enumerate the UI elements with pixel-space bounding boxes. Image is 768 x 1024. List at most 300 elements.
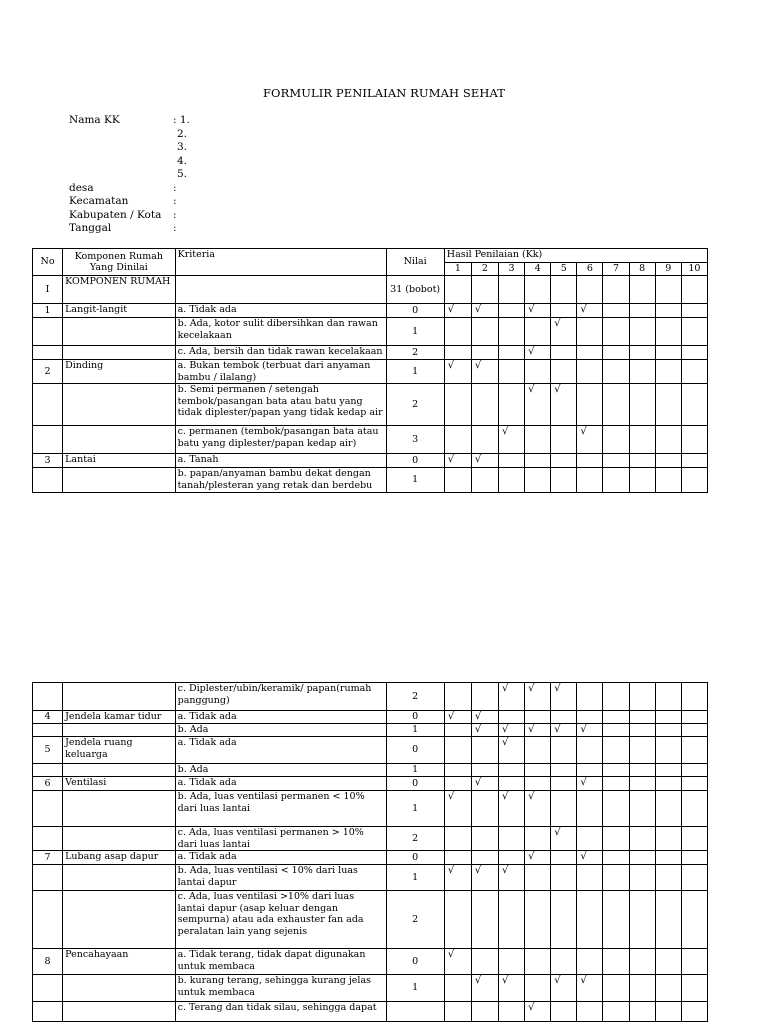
kk-10-cell[interactable]	[681, 949, 707, 975]
kk-4-cell[interactable]	[525, 827, 551, 851]
kk-7-cell[interactable]	[603, 711, 629, 724]
kk-9-cell[interactable]	[655, 764, 681, 777]
kk-9-cell[interactable]	[655, 360, 681, 384]
kk-4-cell[interactable]	[525, 711, 551, 724]
kk-3-cell[interactable]	[499, 468, 525, 493]
kk-7-cell[interactable]	[603, 737, 629, 764]
check-mark-icon: √	[528, 1002, 535, 1013]
row-number	[33, 426, 63, 454]
kk-5-cell[interactable]	[551, 454, 577, 468]
kk-7-cell[interactable]	[603, 1002, 629, 1022]
kk-8-cell[interactable]	[629, 318, 655, 346]
kk-8-cell[interactable]	[629, 711, 655, 724]
kk-2-cell[interactable]	[471, 891, 498, 949]
check-mark-icon: √	[580, 777, 587, 788]
kk-3-cell[interactable]	[499, 737, 525, 764]
kk-4-cell[interactable]	[525, 454, 551, 468]
kk-7-cell[interactable]	[603, 384, 629, 426]
field-tanggal	[69, 222, 190, 236]
kk-4-cell[interactable]	[525, 683, 551, 711]
kk-8-cell[interactable]	[629, 891, 655, 949]
section-row	[33, 276, 708, 304]
row-komponen	[63, 384, 175, 426]
kk-10-cell[interactable]	[681, 346, 707, 360]
kk-7-cell[interactable]	[603, 777, 629, 791]
kk-column-header: 9	[655, 263, 681, 276]
kk-6-cell[interactable]	[577, 683, 603, 711]
row-nilai: 2	[386, 827, 444, 851]
kk-3-cell[interactable]	[499, 865, 525, 891]
kk-10-cell[interactable]	[681, 827, 707, 851]
kk-1-cell[interactable]	[444, 318, 471, 346]
kk-9-cell[interactable]	[655, 1002, 681, 1022]
kk-1-cell[interactable]	[444, 949, 471, 975]
kk-1-cell[interactable]	[444, 454, 471, 468]
check-mark-icon: √	[474, 865, 482, 876]
kk-10-cell[interactable]	[681, 764, 707, 777]
kk-9-cell[interactable]	[655, 777, 681, 791]
row-nilai: 0	[386, 304, 444, 318]
kk-8-cell[interactable]	[629, 851, 655, 865]
kk-4-cell[interactable]	[525, 737, 551, 764]
row-nilai: 1	[386, 975, 444, 1002]
row-komponen	[63, 426, 175, 454]
kk-8-cell[interactable]	[629, 468, 655, 493]
kk-2-cell[interactable]	[471, 737, 498, 764]
kk-4-cell[interactable]	[525, 865, 551, 891]
kk-6-cell[interactable]	[577, 764, 603, 777]
check-mark-icon: √	[502, 865, 509, 876]
header-hasil: Hasil Penilaian (Kk)	[444, 249, 707, 263]
kk-2-cell[interactable]	[471, 426, 498, 454]
kk-7-cell[interactable]	[603, 468, 629, 493]
kk-5-cell[interactable]	[551, 791, 577, 827]
kk-3-cell[interactable]	[499, 346, 525, 360]
kk-5-cell[interactable]	[551, 777, 577, 791]
field-label: Nama KK	[69, 114, 120, 126]
kk-1-cell[interactable]	[444, 683, 471, 711]
kk-6-cell[interactable]	[577, 304, 603, 318]
kk-1-cell[interactable]	[444, 711, 471, 724]
kk-7-cell[interactable]	[603, 827, 629, 851]
kk-6-cell[interactable]	[577, 318, 603, 346]
row-number	[33, 1002, 63, 1022]
table-row	[33, 724, 708, 737]
kk-10-cell[interactable]	[681, 737, 707, 764]
kk-2-cell[interactable]	[471, 949, 498, 975]
kk-9-cell[interactable]	[655, 975, 681, 1002]
kk-5-cell[interactable]	[551, 384, 577, 426]
row-nilai: 0	[386, 454, 444, 468]
table-row	[33, 1002, 708, 1022]
table-row	[33, 454, 708, 468]
row-komponen	[63, 724, 176, 737]
kk-10-cell[interactable]	[681, 791, 707, 827]
field-label: Kecamatan	[69, 195, 129, 207]
section-komponen: KOMPONEN RUMAH	[63, 276, 175, 304]
kk-2-cell[interactable]	[471, 975, 498, 1002]
header-kriteria: Kriteria	[175, 249, 386, 276]
kk-7-cell[interactable]	[603, 318, 629, 346]
kk-6-cell[interactable]	[577, 384, 603, 426]
kk-10-cell[interactable]	[681, 711, 707, 724]
kk-5-cell[interactable]	[551, 827, 577, 851]
kk-9-cell[interactable]	[655, 304, 681, 318]
kk-3-cell[interactable]	[499, 360, 525, 384]
kk-10-cell[interactable]	[681, 975, 707, 1002]
kk-8-cell[interactable]	[629, 454, 655, 468]
kk-7-cell[interactable]	[603, 891, 629, 949]
kk-9-cell[interactable]	[655, 737, 681, 764]
kk-8-cell[interactable]	[629, 975, 655, 1002]
kk-7-cell[interactable]	[603, 865, 629, 891]
row-number: 7	[33, 851, 63, 865]
kk-7-cell[interactable]	[603, 724, 629, 737]
kk-10-cell[interactable]	[681, 304, 707, 318]
kk-column-header: 4	[525, 263, 551, 276]
kk-4-cell[interactable]	[525, 360, 551, 384]
kk-10-cell[interactable]	[681, 777, 707, 791]
kk-5-cell[interactable]	[551, 724, 577, 737]
kk-6-cell[interactable]	[577, 711, 603, 724]
kk-9-cell[interactable]	[655, 891, 681, 949]
kk-5-cell[interactable]	[551, 1002, 577, 1022]
kk-3-cell[interactable]	[499, 777, 525, 791]
kk-6-cell[interactable]	[577, 891, 603, 949]
kk-1-cell[interactable]	[444, 304, 471, 318]
kk-1-cell[interactable]	[444, 891, 471, 949]
kk-3-cell[interactable]	[499, 975, 525, 1002]
kk-3-cell[interactable]	[499, 711, 525, 724]
kk-3-cell[interactable]	[499, 384, 525, 426]
kk-3-cell[interactable]	[499, 1002, 525, 1022]
table-row	[33, 426, 708, 454]
row-nilai	[386, 1002, 444, 1022]
kk-3-cell[interactable]	[499, 683, 525, 711]
kk-7-cell[interactable]	[603, 426, 629, 454]
kk-8-cell[interactable]	[629, 346, 655, 360]
row-nilai: 2	[386, 346, 444, 360]
kk-column-header: 3	[499, 263, 525, 276]
kk-9-cell[interactable]	[655, 426, 681, 454]
kk-9-cell[interactable]	[655, 468, 681, 493]
row-komponen: Lubang asap dapur	[63, 851, 176, 865]
kk-10-cell[interactable]	[681, 384, 707, 426]
kk-4-cell[interactable]	[525, 851, 551, 865]
kk-10-cell[interactable]	[681, 865, 707, 891]
kk-2-cell[interactable]	[471, 764, 498, 777]
kk-4-cell[interactable]	[525, 777, 551, 791]
check-mark-icon: √	[474, 454, 482, 465]
header-komponen: Komponen Rumah Yang Dinilai	[63, 249, 175, 276]
kk-10-cell[interactable]	[681, 683, 707, 711]
kk-4-cell[interactable]	[525, 975, 551, 1002]
kk-6-cell[interactable]	[577, 865, 603, 891]
kk-7-cell[interactable]	[603, 683, 629, 711]
kk-2-cell[interactable]	[471, 468, 498, 493]
kk-5-cell[interactable]	[551, 346, 577, 360]
kk-4-cell[interactable]	[525, 426, 551, 454]
kk-8-cell[interactable]	[629, 683, 655, 711]
kk-7-cell[interactable]	[603, 764, 629, 777]
kk-1-cell[interactable]	[444, 1002, 471, 1022]
kk-4-cell[interactable]	[525, 1002, 551, 1022]
kk-7-cell[interactable]	[603, 791, 629, 827]
kk-7-cell[interactable]	[603, 975, 629, 1002]
kk-1-cell[interactable]	[444, 764, 471, 777]
check-mark-icon: √	[580, 975, 587, 986]
row-komponen: Jendela kamar tidur	[63, 711, 176, 724]
kk-2-cell[interactable]	[471, 777, 498, 791]
kk-column-header: 10	[681, 263, 707, 276]
kk-2-cell[interactable]	[471, 711, 498, 724]
kk-4-cell[interactable]	[525, 318, 551, 346]
row-nilai: 2	[386, 683, 444, 711]
kk-6-cell[interactable]	[577, 346, 603, 360]
check-mark-icon: √	[528, 346, 535, 357]
kk-5-cell[interactable]	[551, 468, 577, 493]
table-row	[33, 764, 708, 777]
kk-5-cell[interactable]	[551, 426, 577, 454]
kk-4-cell[interactable]	[525, 468, 551, 493]
kk-2-cell[interactable]	[471, 1002, 498, 1022]
kk-5-cell[interactable]	[551, 711, 577, 724]
kk-3-cell[interactable]	[499, 851, 525, 865]
kk-2-cell[interactable]	[471, 318, 498, 346]
kk-1-cell[interactable]	[444, 346, 471, 360]
kk-9-cell[interactable]	[655, 711, 681, 724]
kk-8-cell[interactable]	[629, 360, 655, 384]
row-nilai: 0	[386, 949, 444, 975]
kk-3-cell[interactable]	[499, 891, 525, 949]
kk-1-cell[interactable]	[444, 468, 471, 493]
kk-5-cell[interactable]	[551, 865, 577, 891]
kk-6-cell[interactable]	[577, 827, 603, 851]
kk-2-cell[interactable]	[471, 454, 498, 468]
kk-10-cell[interactable]	[681, 426, 707, 454]
kk-9-cell[interactable]	[655, 346, 681, 360]
kk-6-cell[interactable]	[577, 975, 603, 1002]
kk-2-cell[interactable]	[471, 304, 498, 318]
kk-5-cell[interactable]	[551, 949, 577, 975]
kk-9-cell[interactable]	[655, 318, 681, 346]
kk-1-cell[interactable]	[444, 851, 471, 865]
kk-4-cell[interactable]	[525, 346, 551, 360]
kk-6-cell[interactable]	[577, 454, 603, 468]
kk-8-cell[interactable]	[629, 426, 655, 454]
row-number	[33, 865, 63, 891]
kk-9-cell[interactable]	[655, 791, 681, 827]
kk-6-cell[interactable]	[577, 360, 603, 384]
row-nilai: 2	[386, 891, 444, 949]
kk-3-cell[interactable]	[499, 827, 525, 851]
kk-8-cell[interactable]	[629, 384, 655, 426]
row-number	[33, 683, 63, 711]
kk-8-cell[interactable]	[629, 827, 655, 851]
kk-10-cell[interactable]	[681, 468, 707, 493]
row-nilai: 1	[386, 764, 444, 777]
kk-10-cell[interactable]	[681, 360, 707, 384]
kk-3-cell[interactable]	[499, 949, 525, 975]
kk-9-cell[interactable]	[655, 827, 681, 851]
kk-10-cell[interactable]	[681, 891, 707, 949]
kk-2-cell[interactable]	[471, 865, 498, 891]
kk-5-cell[interactable]	[551, 737, 577, 764]
row-nilai: 0	[386, 737, 444, 764]
kk-3-cell[interactable]	[499, 724, 525, 737]
row-kriteria: b. papan/anyaman bambu dekat dengan tanah/plesteran yang retak dan berdebu	[175, 468, 386, 493]
kk-4-cell[interactable]	[525, 304, 551, 318]
kk-6-cell[interactable]	[577, 777, 603, 791]
kk-8-cell[interactable]	[629, 724, 655, 737]
kk-10-cell[interactable]	[681, 1002, 707, 1022]
kk-1-cell[interactable]	[444, 360, 471, 384]
kk-4-cell[interactable]	[525, 891, 551, 949]
kk-3-cell[interactable]	[499, 454, 525, 468]
row-number	[33, 975, 63, 1002]
check-mark-icon: √	[447, 454, 455, 465]
kk-4-cell[interactable]	[525, 791, 551, 827]
row-kriteria: c. Ada, luas ventilasi >10% dari luas lantai dapur (asap keluar dengan sempurna) atau ada exhauster fan ada peralatan lain yang sejenis	[175, 891, 386, 949]
field-label: desa	[69, 181, 94, 194]
field-kecamatan	[69, 195, 190, 209]
row-kriteria: a. Tidak ada	[175, 737, 386, 764]
kk-8-cell[interactable]	[629, 777, 655, 791]
kk-9-cell[interactable]	[655, 724, 681, 737]
kk-4-cell[interactable]	[525, 764, 551, 777]
row-kriteria: b. Ada, kotor sulit dibersihkan dan rawan kecelakaan	[175, 318, 386, 346]
kk-5-cell[interactable]	[551, 891, 577, 949]
kk-6-cell[interactable]	[577, 468, 603, 493]
kk-8-cell[interactable]	[629, 764, 655, 777]
kk-7-cell[interactable]	[603, 304, 629, 318]
kk-8-cell[interactable]	[629, 791, 655, 827]
kk-7-cell[interactable]	[603, 851, 629, 865]
kk-10-cell[interactable]	[681, 851, 707, 865]
kk-5-cell[interactable]	[551, 764, 577, 777]
check-mark-icon: √	[447, 865, 455, 876]
kk-2-cell[interactable]	[471, 346, 498, 360]
kk-3-cell[interactable]	[499, 791, 525, 827]
check-mark-icon: √	[474, 975, 482, 986]
kk-2-cell[interactable]	[471, 791, 498, 827]
check-mark-icon: √	[554, 975, 561, 986]
header-fields	[69, 114, 190, 236]
check-mark-icon: √	[502, 683, 509, 694]
kk-1-cell[interactable]	[444, 827, 471, 851]
kk-4-cell[interactable]	[525, 384, 551, 426]
kk-5-cell[interactable]	[551, 360, 577, 384]
section-no: I	[33, 276, 63, 304]
row-kriteria: a. Tidak ada	[175, 304, 386, 318]
kk-2-cell[interactable]	[471, 683, 498, 711]
kk-8-cell[interactable]	[629, 949, 655, 975]
row-kriteria: c. Terang dan tidak silau, sehingga dapat	[175, 1002, 386, 1022]
kk-3-cell[interactable]	[499, 426, 525, 454]
check-mark-icon: √	[580, 304, 587, 315]
kk-7-cell[interactable]	[603, 454, 629, 468]
row-number	[33, 346, 63, 360]
kk-9-cell[interactable]	[655, 865, 681, 891]
table-row	[33, 468, 708, 493]
kk-5-cell[interactable]	[551, 318, 577, 346]
field-value: :	[173, 222, 177, 234]
kk-8-cell[interactable]	[629, 1002, 655, 1022]
kk-9-cell[interactable]	[655, 384, 681, 426]
kk-6-cell[interactable]	[577, 851, 603, 865]
table-row	[33, 827, 708, 851]
kk-8-cell[interactable]	[629, 865, 655, 891]
row-number	[33, 791, 63, 827]
kk-2-cell[interactable]	[471, 360, 498, 384]
kk-9-cell[interactable]	[655, 851, 681, 865]
kk-8-cell[interactable]	[629, 304, 655, 318]
kk-3-cell[interactable]	[499, 304, 525, 318]
kk-6-cell[interactable]	[577, 426, 603, 454]
kk-4-cell[interactable]	[525, 724, 551, 737]
kk-5-cell[interactable]	[551, 683, 577, 711]
row-nilai: 3	[386, 426, 444, 454]
check-mark-icon: √	[554, 318, 561, 329]
kk-2-cell[interactable]	[471, 827, 498, 851]
kk-7-cell[interactable]	[603, 346, 629, 360]
kk-6-cell[interactable]	[577, 1002, 603, 1022]
row-kriteria: a. Tidak terang, tidak dapat digunakan untuk membaca	[175, 949, 386, 975]
kk-6-cell[interactable]	[577, 737, 603, 764]
row-kriteria: a. Tanah	[175, 454, 386, 468]
kk-9-cell[interactable]	[655, 949, 681, 975]
kk-10-cell[interactable]	[681, 454, 707, 468]
kk-10-cell[interactable]	[681, 724, 707, 737]
kk-10-cell[interactable]	[681, 318, 707, 346]
field-label: Kabupaten / Kota	[69, 208, 162, 221]
kk-1-cell[interactable]	[444, 737, 471, 764]
kk-3-cell[interactable]	[499, 764, 525, 777]
row-nilai: 1	[386, 318, 444, 346]
kk-9-cell[interactable]	[655, 683, 681, 711]
kk-3-cell[interactable]	[499, 318, 525, 346]
kk-1-cell[interactable]	[444, 865, 471, 891]
kk-1-cell[interactable]	[444, 975, 471, 1002]
kk-1-cell[interactable]	[444, 426, 471, 454]
row-number: 4	[33, 711, 63, 724]
kk-8-cell[interactable]	[629, 737, 655, 764]
check-mark-icon: √	[528, 304, 535, 315]
row-nilai: 1	[386, 360, 444, 384]
kk-9-cell[interactable]	[655, 454, 681, 468]
kk-5-cell[interactable]	[551, 304, 577, 318]
kk-2-cell[interactable]	[471, 851, 498, 865]
kk-5-cell[interactable]	[551, 975, 577, 1002]
kk-6-cell[interactable]	[577, 949, 603, 975]
kk-2-cell[interactable]	[471, 724, 498, 737]
kk-1-cell[interactable]	[444, 384, 471, 426]
kk-7-cell[interactable]	[603, 360, 629, 384]
kk-6-cell[interactable]	[577, 724, 603, 737]
kk-1-cell[interactable]	[444, 724, 471, 737]
kk-7-cell[interactable]	[603, 949, 629, 975]
kk-6-cell[interactable]	[577, 791, 603, 827]
kk-4-cell[interactable]	[525, 949, 551, 975]
kk-2-cell[interactable]	[471, 384, 498, 426]
table-row	[33, 304, 708, 318]
field-value: :	[173, 208, 177, 221]
kk-5-cell[interactable]	[551, 851, 577, 865]
kk-1-cell[interactable]	[444, 791, 471, 827]
kk-1-cell[interactable]	[444, 777, 471, 791]
row-number: 3	[33, 454, 63, 468]
row-kriteria: b. kurang terang, sehingga kurang jelas untuk membaca	[175, 975, 386, 1002]
